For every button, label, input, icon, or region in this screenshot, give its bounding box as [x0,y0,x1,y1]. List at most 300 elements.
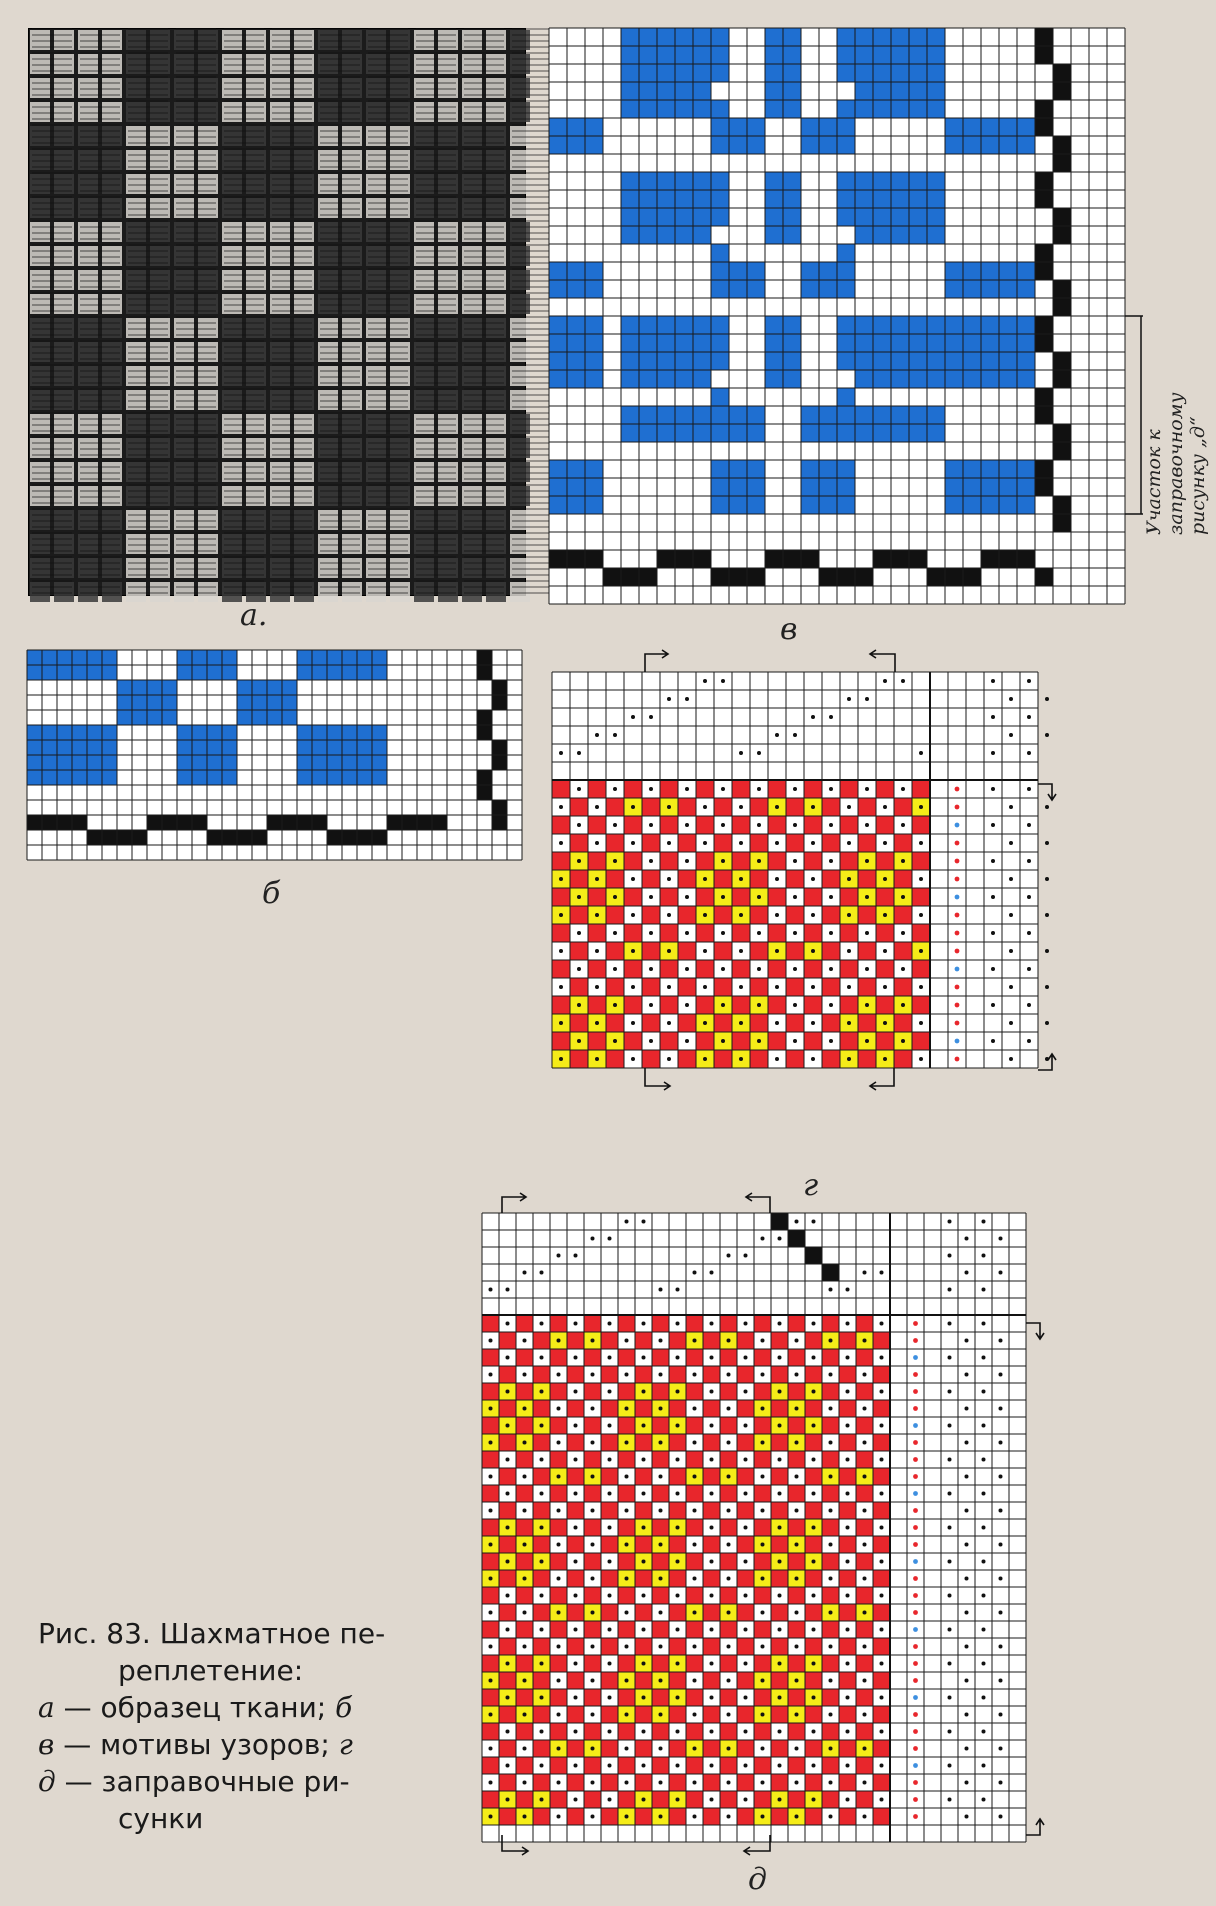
thread-dot [863,1271,867,1275]
weave-dot [847,1021,851,1025]
fabric-float [32,172,72,174]
blue-cell [297,650,312,665]
fabric-float [176,406,216,408]
tread-dot [948,1424,952,1428]
blue-cell [147,695,162,710]
weave-cell [894,834,912,852]
blue-cell [927,28,945,46]
weave-dot [793,823,797,827]
weave-dot [659,1339,663,1343]
weave-cell [686,1689,703,1706]
fabric-float [368,574,408,576]
weave-dot [795,1611,799,1615]
fabric-float [224,526,264,528]
weave-cell [516,1451,533,1468]
fabric-float [368,346,408,348]
weave-cell [805,1672,822,1689]
weave-dot [608,1526,612,1530]
tread-dot [982,1458,986,1462]
fabric-float [80,586,120,588]
caption-line-3 [38,1689,478,1726]
fabric-float [80,28,120,30]
blue-cell [711,460,729,478]
fabric-float [32,328,72,330]
blue-cell [783,28,801,46]
tieup-dot [991,715,995,719]
weave-dot [693,1407,697,1411]
weave-dot [595,877,599,881]
blue-cell [567,334,585,352]
weave-cell [499,1502,516,1519]
weave-dot [608,1322,612,1326]
weave-dot [793,1003,797,1007]
weave-dot [812,1356,816,1360]
weave-cell [567,1774,584,1791]
fabric-float [272,382,312,384]
fabric-float [224,508,264,510]
tread-dot [948,1356,952,1360]
fabric-float [224,184,264,186]
fabric-float [320,328,360,330]
weave-cell [482,1621,499,1638]
weave-cell [822,1349,839,1366]
weave-cell [588,960,606,978]
repeat-arrow [1026,1323,1044,1339]
control-cell [477,650,492,665]
fabric-float [320,364,360,366]
fabric-float [464,280,504,282]
fabric-float [320,172,360,174]
fabric-float [128,190,168,192]
fabric-float [368,208,408,210]
fabric-float [176,142,216,144]
fabric-float [128,238,168,240]
weave-cell [804,924,822,942]
weave-dot [829,1543,833,1547]
weave-cell [652,1553,669,1570]
fabric-float [464,142,504,144]
weave-cell [754,1383,771,1400]
weave-cell [533,1434,550,1451]
thread-dot [727,1254,731,1258]
weave-cell [533,1536,550,1553]
fabric-float [32,556,72,558]
weave-cell [894,942,912,960]
blue-cell [891,100,909,118]
weave-cell [805,1706,822,1723]
fabric-float [224,304,264,306]
blue-cell [357,725,372,740]
fabric-float [464,58,504,60]
fabric-float [416,400,456,402]
fabric-float [32,34,72,36]
weave-cell [499,1400,516,1417]
fabric-float [416,586,456,588]
tread-dot [999,1815,1003,1819]
weave-dot [744,1560,748,1564]
fabric-float [416,502,456,504]
control-cell [492,815,507,830]
weave-dot [613,823,617,827]
weave-cell [696,780,714,798]
weave-cell [754,1723,771,1740]
weave-cell [696,960,714,978]
blue-cell [873,64,891,82]
weave-dot [506,1764,510,1768]
blue-cell [837,136,855,154]
weave-dot [846,1526,850,1530]
tread-dot [1027,859,1031,863]
weave-dot [795,1543,799,1547]
fabric-float [128,562,168,564]
weave-cell [669,1774,686,1791]
weave-cell [601,1672,618,1689]
fabric-float [224,124,264,126]
weave-cell [856,1383,873,1400]
fabric-float [80,154,120,156]
fabric-float [416,178,456,180]
fabric-float [368,232,408,234]
blue-cell [549,280,567,298]
weave-dot [489,1509,493,1513]
weave-dot [685,895,689,899]
weave-cell [771,1468,788,1485]
weave-cell [618,1757,635,1774]
weave-dot [744,1662,748,1666]
weave-cell [856,1791,873,1808]
fabric-float [416,568,456,570]
blue-cell [1017,496,1035,514]
weave-dot [739,1021,743,1025]
fabric-float [464,574,504,576]
weave-cell [873,1332,890,1349]
blue-cell [729,478,747,496]
fabric-float [80,454,120,456]
weave-dot [795,1475,799,1479]
blue-cell [585,478,603,496]
thread-dot [721,679,725,683]
weave-dot [919,1021,923,1025]
caption-line-2: реплетение: [118,1654,304,1687]
fabric-float [320,334,360,336]
fabric-float [32,214,72,216]
blue-cell [783,64,801,82]
control-cell [567,550,585,568]
blue-cell [747,496,765,514]
blue-cell [621,406,639,424]
blue-cell [981,334,999,352]
weave-cell [856,1689,873,1706]
blue-cell [693,82,711,100]
weave-dot [685,787,689,791]
fabric-float [416,232,456,234]
blue-cell [711,280,729,298]
weave-dot [631,913,635,917]
fabric-float [464,40,504,42]
thread-dot [703,679,707,683]
fabric-float [416,352,456,354]
weave-dot [506,1458,510,1462]
weave-cell [856,1723,873,1740]
blue-cell [873,334,891,352]
blue-cell [819,424,837,442]
control-cell [855,568,873,586]
threading-black-cell [822,1264,839,1281]
blue-cell [312,665,327,680]
fabric-float [272,244,312,246]
fabric-float [320,406,360,408]
blue-cell [657,190,675,208]
blue-cell [585,460,603,478]
fabric-float [416,526,456,528]
control-cell [417,815,432,830]
blue-cell [567,262,585,280]
blue-cell [27,725,42,740]
fabric-float [416,250,456,252]
weave-dot [846,1458,850,1462]
weave-dot [577,859,581,863]
weave-dot [577,931,581,935]
fabric-float [224,388,264,390]
weave-cell [635,1434,652,1451]
blue-cell [177,665,192,680]
weave-dot [795,1747,799,1751]
fabric-float [416,514,456,516]
weave-cell [652,1723,669,1740]
weave-cell [669,1536,686,1553]
fabric-float [80,340,120,342]
weave-cell [652,1417,669,1434]
weave-cell [660,816,678,834]
weave-cell [754,1553,771,1570]
blue-cell [102,665,117,680]
weave-cell [567,1740,584,1757]
weave-cell [584,1655,601,1672]
fabric-float [464,406,504,408]
fabric-float [272,388,312,390]
blue-cell [207,755,222,770]
fabric-float [320,100,360,102]
weave-cell [516,1621,533,1638]
thread-dot [489,1288,493,1292]
fabric-float [320,592,360,594]
fabric-float [128,40,168,42]
fabric-float [272,148,312,150]
blue-cell [801,424,819,442]
blue-cell [891,352,909,370]
fabric-float [80,184,120,186]
blue-cell [693,172,711,190]
thread-dot [865,697,869,701]
fabric-float [320,40,360,42]
weave-cell [720,1417,737,1434]
fabric-float [32,454,72,456]
fabric-float [128,394,168,396]
weave-cell [894,1050,912,1068]
weave-cell [714,942,732,960]
thread-dot [659,1288,663,1292]
blue-cell [909,64,927,82]
weave-cell [754,1791,771,1808]
fabric-float [416,376,456,378]
shuttle-dot [913,1661,918,1666]
fabric-float [224,232,264,234]
caption-text-v: — мотивы узоров; [54,1728,339,1761]
weave-dot [693,1713,697,1717]
fabric-float [80,556,120,558]
weave-dot [559,1021,563,1025]
weave-dot [778,1696,782,1700]
weave-cell [805,1366,822,1383]
weave-cell [533,1774,550,1791]
weave-cell [669,1502,686,1519]
weave-dot [625,1679,629,1683]
blue-cell [855,406,873,424]
fabric-float [320,70,360,72]
fabric-float [320,46,360,48]
weave-cell [567,1434,584,1451]
blue-cell [27,650,42,665]
weave-cell [788,1417,805,1434]
blue-cell [711,28,729,46]
control-cell [102,830,117,845]
blue-cell [711,406,729,424]
blue-cell [693,334,711,352]
fabric-float [224,256,264,258]
weave-cell [550,1791,567,1808]
fabric-float [80,430,120,432]
fabric-float [320,382,360,384]
weave-cell [567,1468,584,1485]
weave-dot [829,1475,833,1479]
blue-cell [675,172,693,190]
tread-dot [999,1543,1003,1547]
weave-dot [727,1373,731,1377]
fabric-float [80,580,120,582]
fabric-float [128,322,168,324]
blue-cell [639,406,657,424]
fabric-float [224,316,264,318]
fabric-float [32,562,72,564]
fabric-float [464,328,504,330]
weave-cell [686,1791,703,1808]
shuttle-dot [913,1355,918,1360]
fabric-float [176,400,216,402]
weave-cell [516,1485,533,1502]
weave-dot [829,1039,833,1043]
fabric-float [416,202,456,204]
blue-cell [927,316,945,334]
fabric-float [224,172,264,174]
weave-dot [721,931,725,935]
weave-cell [567,1638,584,1655]
weave-dot [613,859,617,863]
weave-dot [829,895,833,899]
fabric-float [32,148,72,150]
weave-dot [540,1356,544,1360]
blue-cell [711,118,729,136]
weave-cell [856,1757,873,1774]
fabric-float [80,172,120,174]
fabric-float [272,160,312,162]
blue-cell [711,478,729,496]
weave-dot [591,1747,595,1751]
blue-cell [801,118,819,136]
blue-cell [891,226,909,244]
blue-cell [819,406,837,424]
fabric-float [224,58,264,60]
weave-cell [720,1519,737,1536]
blue-cell [855,28,873,46]
fabric-float [320,526,360,528]
weave-cell [482,1689,499,1706]
weave-cell [894,1014,912,1032]
weave-dot [693,1339,697,1343]
weave-dot [540,1628,544,1632]
weave-cell [686,1757,703,1774]
blue-cell [567,136,585,154]
thread-dot [667,697,671,701]
weave-cell [652,1587,669,1604]
weave-dot [863,1747,867,1751]
blue-cell [27,770,42,785]
weave-dot [591,1441,595,1445]
blue-cell [873,208,891,226]
weave-dot [540,1798,544,1802]
weave-dot [595,1021,599,1025]
weave-cell [788,1655,805,1672]
weave-cell [737,1808,754,1825]
thread-dot [846,1288,850,1292]
blue-cell [675,46,693,64]
fabric-float [368,580,408,582]
blue-cell [909,46,927,64]
thread-dot [649,715,653,719]
blue-cell [765,208,783,226]
fabric-float [464,292,504,294]
weave-dot [667,841,671,845]
fabric-float [224,406,264,408]
weave-dot [659,1509,663,1513]
fabric-float [368,28,408,30]
fabric-float [32,112,72,114]
blue-cell [963,478,981,496]
weave-dot [778,1322,782,1326]
fabric-float [224,292,264,294]
fabric-float [80,34,120,36]
fabric-float [368,220,408,222]
weave-dot [757,787,761,791]
blue-cell [945,136,963,154]
tread-dot [965,1509,969,1513]
fabric-float [32,46,72,48]
fabric-float [464,556,504,558]
fabric-float [224,136,264,138]
fabric-float [32,466,72,468]
fabric-float [32,244,72,246]
fabric-float [128,256,168,258]
weave-dot [795,1781,799,1785]
weave-cell [570,834,588,852]
control-cell [162,815,177,830]
blue-cell [42,725,57,740]
blue-cell [855,172,873,190]
control-cell [621,568,639,586]
weave-cell [720,1383,737,1400]
weave-cell [912,960,930,978]
weave-dot [739,949,743,953]
weave-dot [727,1407,731,1411]
